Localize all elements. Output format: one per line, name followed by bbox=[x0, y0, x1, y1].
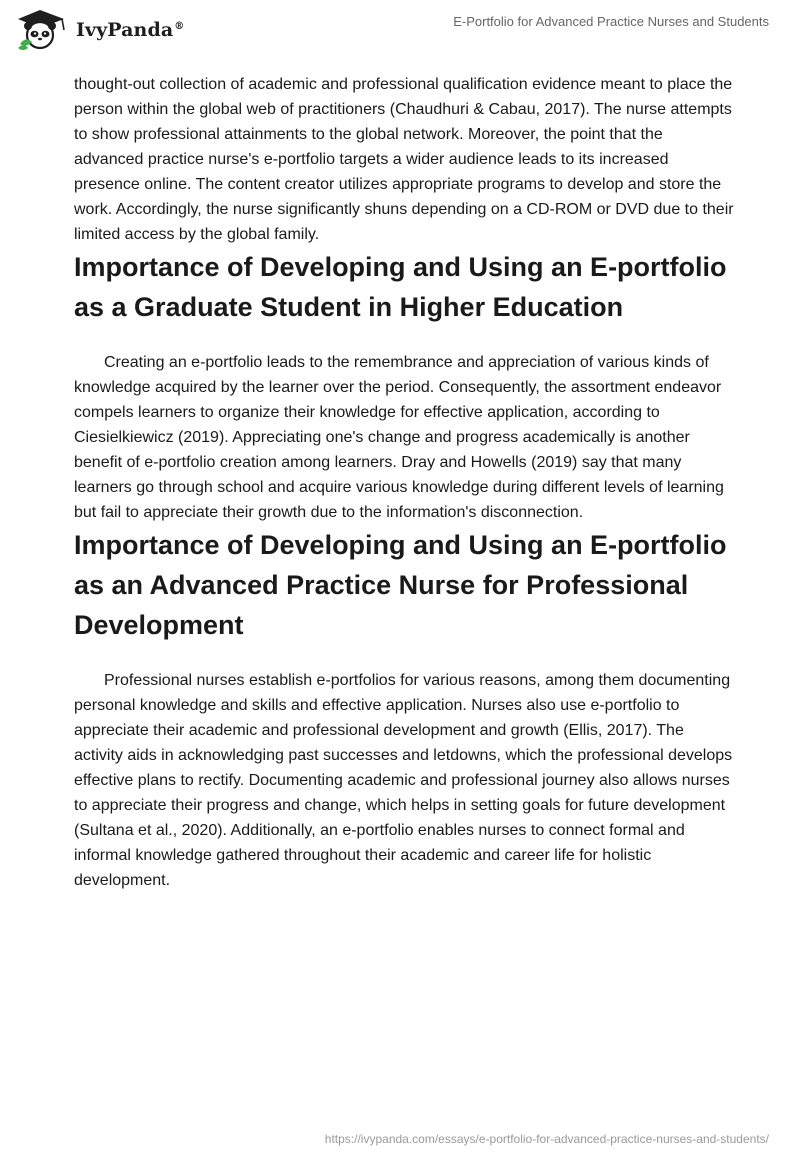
registered-mark: ® bbox=[174, 20, 185, 32]
section-body-graduate: Creating an e-portfolio leads to the remembrance and appreciation of various kinds of knowledge acquired by the learner over the period. Consequently, the assortment endeavor compels learners to organize their knowledge for effective application, according to Ciesielkiewicz (2019). Appreciating one's change and progress academically is another benefit of e-portfolio creation among learners. Dray and Howells (2019) say that many learners go through school and acquire various knowledge during different levels of learning but fail to appreciate their growth due to the information's disconnection. bbox=[74, 354, 724, 521]
brand-logo[interactable] bbox=[12, 8, 184, 52]
section-heading-graduate: Importance of Developing and Using an E-portfolio as a Graduate Student in Higher Education bbox=[74, 252, 727, 322]
intro-paragraph: thought-out collection of academic and professional qualification evidence meant to place the person within the global web of practitioners (Chaudhuri & Cabau, 2017). The nurse attempts to show professional attainments to the global network. Moreover, the point that the advanced practice nurse's e-portfolio targets a wider audience leads to its increased presence online. The content creator utilizes appropriate programs to develop and store the work. Accordingly, the nurse significantly shuns depending on a CD-ROM or DVD due to their limited access by the global family. bbox=[74, 76, 734, 243]
section-heading-nurse: Importance of Developing and Using an E-portfolio as an Advanced Practice Nurse for Professional Development bbox=[74, 530, 727, 640]
panda-graduate-icon bbox=[12, 8, 70, 52]
document-title: E-Portfolio for Advanced Practice Nurses and Students bbox=[453, 14, 769, 29]
footer-source-url[interactable]: https://ivypanda.com/essays/e-portfolio-for-advanced-practice-nurses-and-students/ bbox=[324, 1132, 769, 1146]
brand-name: IvyPanda® bbox=[76, 19, 185, 41]
essay-content bbox=[74, 72, 734, 893]
section-body-nurse: Professional nurses establish e-portfolios for various reasons, among them documenting personal knowledge and skills and effective application. Nurses also use e-portfolio to appreciate their academic and professional development and growth (Ellis, 2017). The activity aids in acknowledging past successes and letdowns, which the professional develops effective plans to rectify. Documenting academic and professional journey also allows nurses to appreciate their progress and change, which helps in setting goals for future development (Sultana et al., 2020). Additionally, an e-portfolio enables nurses to connect formal and informal knowledge gathered throughout their academic and career life for holistic development. bbox=[74, 672, 733, 889]
page-header bbox=[0, 0, 800, 62]
